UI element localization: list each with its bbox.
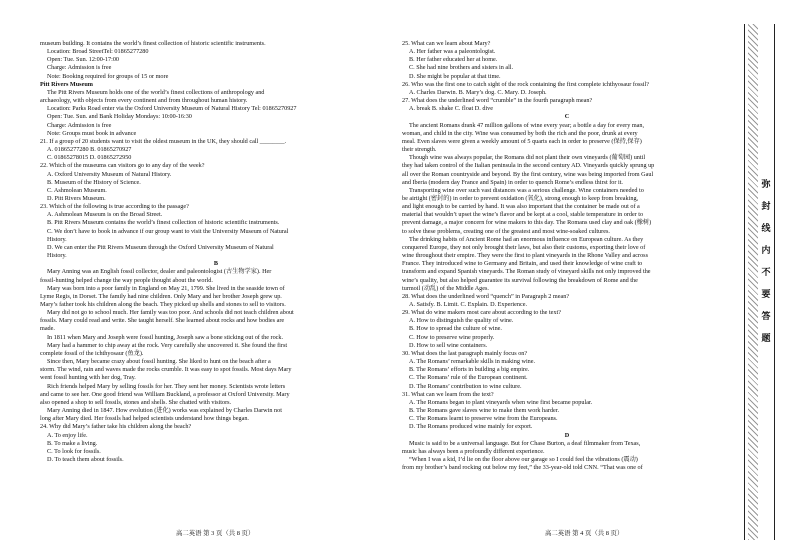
text-line: 23. Which of the following is true according to the passage? (40, 203, 189, 211)
text-line: B. How to spread the culture of wine. (409, 325, 502, 333)
text-line: C. She had nine brothers and sisters in all. (409, 64, 514, 72)
text-line: Mary had a hammer to chip away at the rock. Very carefully she uncovered it. She found the first (47, 341, 288, 349)
text-line: A. Her father was a paleontologist. (409, 48, 496, 56)
text-line: A. The Romans’ remarkable skills in making wine. (409, 358, 536, 366)
text-line: A. How to distinguish the quality of wine. (409, 317, 514, 325)
text-line: 27. What does the underlined word “crumble” in the fourth paragraph mean? (402, 97, 593, 105)
text-line: History. (47, 252, 67, 260)
text-line: all over the Roman countryside and beyond. By the first century, wine was being imported from Gaul (402, 170, 654, 178)
text-line: Location: Parks Road enter via the Oxford University Museum of Natural History Tel: 01865270927 (47, 105, 297, 113)
seal-char: 封 (761, 202, 771, 212)
text-line: fossil-hunting helped change the way people thought about the world. (40, 276, 213, 284)
text-line: D. To teach them about fossils. (47, 455, 124, 463)
text-line: France. They introduced wine to Germany and Britain, and used their knowledge of wine craft to (402, 260, 643, 268)
text-line: and Iberia (modern day France and Spain) in order to quench Rome’s endless thirst for it. (402, 178, 623, 186)
text-line: A. Ashmolean Museum is on the Broad Street. (47, 211, 163, 219)
text-line: Charge: Admission is free (47, 64, 112, 72)
text-line: Music is said to be a universal language. But for Chase Burton, a deaf filmmaker from Texas, (409, 439, 641, 447)
text-line: C. The Romans’ rule of the European continent. (409, 374, 528, 382)
seal-char: 内 (761, 246, 771, 256)
text-line: B (213, 260, 219, 268)
text-line: Open: Tue. Sun. 12:00-17:00 (47, 56, 120, 64)
text-line: wine’s quality, but also helped guarantee its survival following the breakdown of Rome and the (402, 276, 638, 284)
text-line: material that wouldn’t upset the wine’s flavor and be kept at a cool, stable temperature in order to (402, 211, 644, 219)
seal-char: 线 (761, 224, 771, 234)
text-line: B. The Romans’ efforts in building a big empire. (409, 366, 530, 374)
text-line: prevent damage, a major concern for wine makers to this day. The Romans used clay and oak (橡树) (402, 219, 652, 227)
text-line: 24. Why did Mary’s father take his children along the beach? (40, 423, 192, 431)
text-line: wine throughout their empire. They were the first to plant vineyards in the Rhone Valley and across (402, 252, 649, 260)
text-line: Pitt Rivers Museum (40, 80, 93, 88)
text-line: C. The Romans learnt to preserve wine from the Europeans. (409, 415, 558, 423)
text-line: B. To make a living. (47, 439, 98, 447)
text-line: D. She might be popular at that time. (409, 72, 501, 80)
text-line: to solve these problems, creating one of the greatest and most wine-soaked cultures. (402, 227, 610, 235)
text-line: conquered Europe, they not only brought their laws, but also their customs, exporting their love of (402, 243, 646, 251)
seal-char: 题 (761, 334, 771, 344)
text-line: Transporting wine over such vast distances was a serious challenge. Wine containers needed to (409, 186, 644, 194)
text-line: 25. What can we learn about Mary? (402, 40, 491, 47)
seal-char: 弥 (761, 180, 771, 190)
text-line: B. Museum of the History of Science. (47, 178, 141, 186)
text-line: Mary’s father took his children along the beach. They picked up shells and stones to sell to visitors. (40, 301, 286, 308)
text-line: from my brother’s band rocking out below my feet,” the 33-year-old told CNN. “That was one of (402, 464, 643, 472)
text-line: Mary was born into a poor family in England on May 21, 1799. She lived in the seaside town of (47, 284, 285, 292)
binding-hatch (748, 24, 758, 540)
seal-line-text (760, 174, 772, 350)
text-line: D. Pitt Rivers Museum. (47, 194, 106, 202)
text-line: transform and expand Spanish vineyards. The Roman study of vineyard skills not only improved the (402, 268, 651, 276)
text-line: A. Oxford University Museum of Natural History. (47, 170, 172, 178)
text-line: D. The Romans produced wine mainly for export. (409, 423, 533, 431)
text-line: they had taken control of the Italian peninsula in the second century AD. Vineyards quickly sprung up (402, 162, 655, 170)
text-line: C. Ashmolean Museum. (47, 186, 107, 194)
text-line: C. We don’t have to book in advance if our group want to visit the University Museum of Natural (47, 227, 289, 235)
text-line: be airtight (密封的) in order to prevent oxidation (氧化), strong enough to keep from breaking, (402, 194, 639, 202)
text-line: The drinking habits of Ancient Rome had an enormous influence on European culture. As they (409, 235, 644, 243)
binding-margin (738, 24, 782, 540)
text-line: archaeology, with objects from every continent and from throughout human history. (40, 97, 248, 105)
text-line: Location: Broad StreetTel: 01865277280 (47, 48, 149, 56)
text-line: music has always been a profoundly different experience. (402, 447, 545, 455)
text-line: storm. The wind, rain and waves made the rocks crumble. It was easy to spot fossils. Most days Mary (40, 366, 292, 374)
text-line: Rich friends helped Mary by selling fossils for her. They sent her money. Scientists wrote letters (47, 382, 286, 390)
text-line: Mary Anning died in 1847. How evolution (进化) works was explained by Charles Darwin not (47, 407, 282, 415)
text-line: Open: Tue. Sun. and Bank Holiday Mondays: 10:00-16:30 (47, 113, 192, 121)
binding-rule (774, 24, 775, 540)
text-line: D. The Romans’ contribution to wine culture. (409, 382, 522, 390)
text-line: fossils. Mary could read and write. She taught herself. She learned about rocks and how bodies are (40, 317, 285, 325)
text-line: History. (47, 235, 67, 243)
text-line: “When I was a kid, I’d lie on the floor above our garage so I could feel the vibrations (震动) (409, 455, 638, 463)
text-line: D (564, 431, 570, 439)
text-line: woman, and child in the city. Wine was consumed by both the rich and the poor, drunk at every (402, 129, 638, 137)
text-line: The Pitt Rivers Museum holds one of the world’s finest collections of anthropology and (47, 88, 265, 96)
text-line: A. break B. shake C. float D. dive (409, 105, 494, 113)
page-footer-right: 高二英语 第 4 页（共 8 页） (545, 530, 624, 537)
text-line: Note: Booking required for groups of 15 or more (47, 72, 169, 80)
text-line: and came to see her. One good friend was William Buckland, a professor at Oxford University. Mary (40, 390, 290, 398)
text-line: A. To enjoy life. (47, 431, 88, 439)
text-line: 29. What do wine makers most care about according to the text? (402, 309, 561, 317)
seal-char: 答 (761, 312, 771, 322)
text-line: made. (40, 325, 55, 333)
left-page-column (40, 40, 392, 464)
text-line: C. How to preserve wine properly. (409, 333, 495, 341)
text-line: B. Pitt Rivers Museum contains the world’s finest collection of historic scientific instruments. (47, 219, 280, 227)
text-line: their strength. (402, 146, 437, 154)
text-line: C. To look for fossils. (47, 447, 101, 455)
text-line: 30. What does the last paragraph mainly focus on? (402, 349, 528, 357)
text-line: In 1811 when Mary and Joseph were fossil hunting, Joseph saw a bone sticking out of the rock. (47, 333, 284, 341)
text-line: Mary Anning was an English fossil collector, dealer and paleontologist (古生物学家). Her (47, 268, 272, 276)
right-page-column (402, 40, 732, 472)
text-line: D. How to sell wine containers. (409, 341, 488, 349)
seal-char: 要 (761, 290, 771, 300)
text-line: long after Mary died. Her fossils had helped scientists understand how things began. (40, 415, 249, 423)
text-line: A. The Romans began to plant vineyards when wine first became popular. (409, 398, 593, 406)
text-line: C (564, 113, 570, 121)
text-line: B. Her father educated her at home. (409, 56, 498, 64)
text-line: complete fossil of the ichthyosaur (鱼龙). (40, 349, 144, 357)
text-line: and light enough to be carried by hand. It was also important that the container be made out of a (402, 203, 640, 211)
text-line: A. Satisfy. B. Limit. C. Explain. D. Experience. (409, 301, 527, 308)
page-footer-left: 高二英语 第 3 页（共 8 页） (176, 530, 255, 537)
text-line: 28. What does the underlined word “quench” in Paragraph 2 mean? (402, 292, 570, 300)
text-line: 26. Who was the first one to catch sight of the rock containing the first complete ichthyosaur fossil? (402, 80, 649, 88)
text-line: 22. Which of the museums can visitors go to any day of the week? (40, 162, 205, 170)
text-line: A. 01865277280 B. 01865270927 (47, 146, 132, 154)
text-line: Lyme Regis, in Dorset. The family had nine children. Only Mary and her brother Joseph grew up. (40, 292, 282, 300)
text-line: A. Charles Darwin. B. Mary’s dog. C. Mary. D. Joseph. (409, 88, 547, 96)
text-line: Note: Groups must book in advance (47, 129, 137, 137)
text-line: 21. If a group of 20 students want to visit the oldest museum in the UK, they should call ________. (40, 137, 287, 145)
text-line: turmoil (动乱) of the Middle Ages. (402, 284, 489, 292)
text-line: The ancient Romans drank 47 million gallons of wine every year; a bottle a day for every man, (409, 121, 645, 129)
text-line: Since then, Mary became crazy about fossil hunting. She liked to hunt on the beach after a (47, 358, 271, 366)
text-line: Mary did not go to school much. Her family was too poor. And schools did not teach children about (47, 309, 294, 317)
text-line: D. We can enter the Pitt Rivers Museum through the Oxford University Museum of Natural (47, 243, 274, 251)
text-line: C. 01865278015 D. 01865272950 (47, 154, 132, 162)
text-line: Charge: Admission is free (47, 121, 112, 129)
text-line: also opened a shop to sell fossils, stones and shells. She chatted with visitors. (40, 398, 232, 406)
text-line: Though wine was always popular, the Romans did not plant their own vineyards (葡萄园) until (409, 154, 646, 162)
text-line: meal. Even slaves were given a weekly amount of 5 quarts each in order to preserve (保持,保存) (402, 137, 642, 145)
binding-rule (744, 24, 745, 540)
seal-char: 不 (761, 268, 771, 278)
text-line: museum building. It contains the world’s finest collection of historic scientific instruments. (40, 40, 266, 47)
text-line: went fossil hunting with her dog, Tray. (40, 374, 136, 382)
text-line: 31. What can we learn from the text? (402, 390, 494, 398)
text-line: B. The Romans gave slaves wine to make them work harder. (409, 407, 560, 415)
